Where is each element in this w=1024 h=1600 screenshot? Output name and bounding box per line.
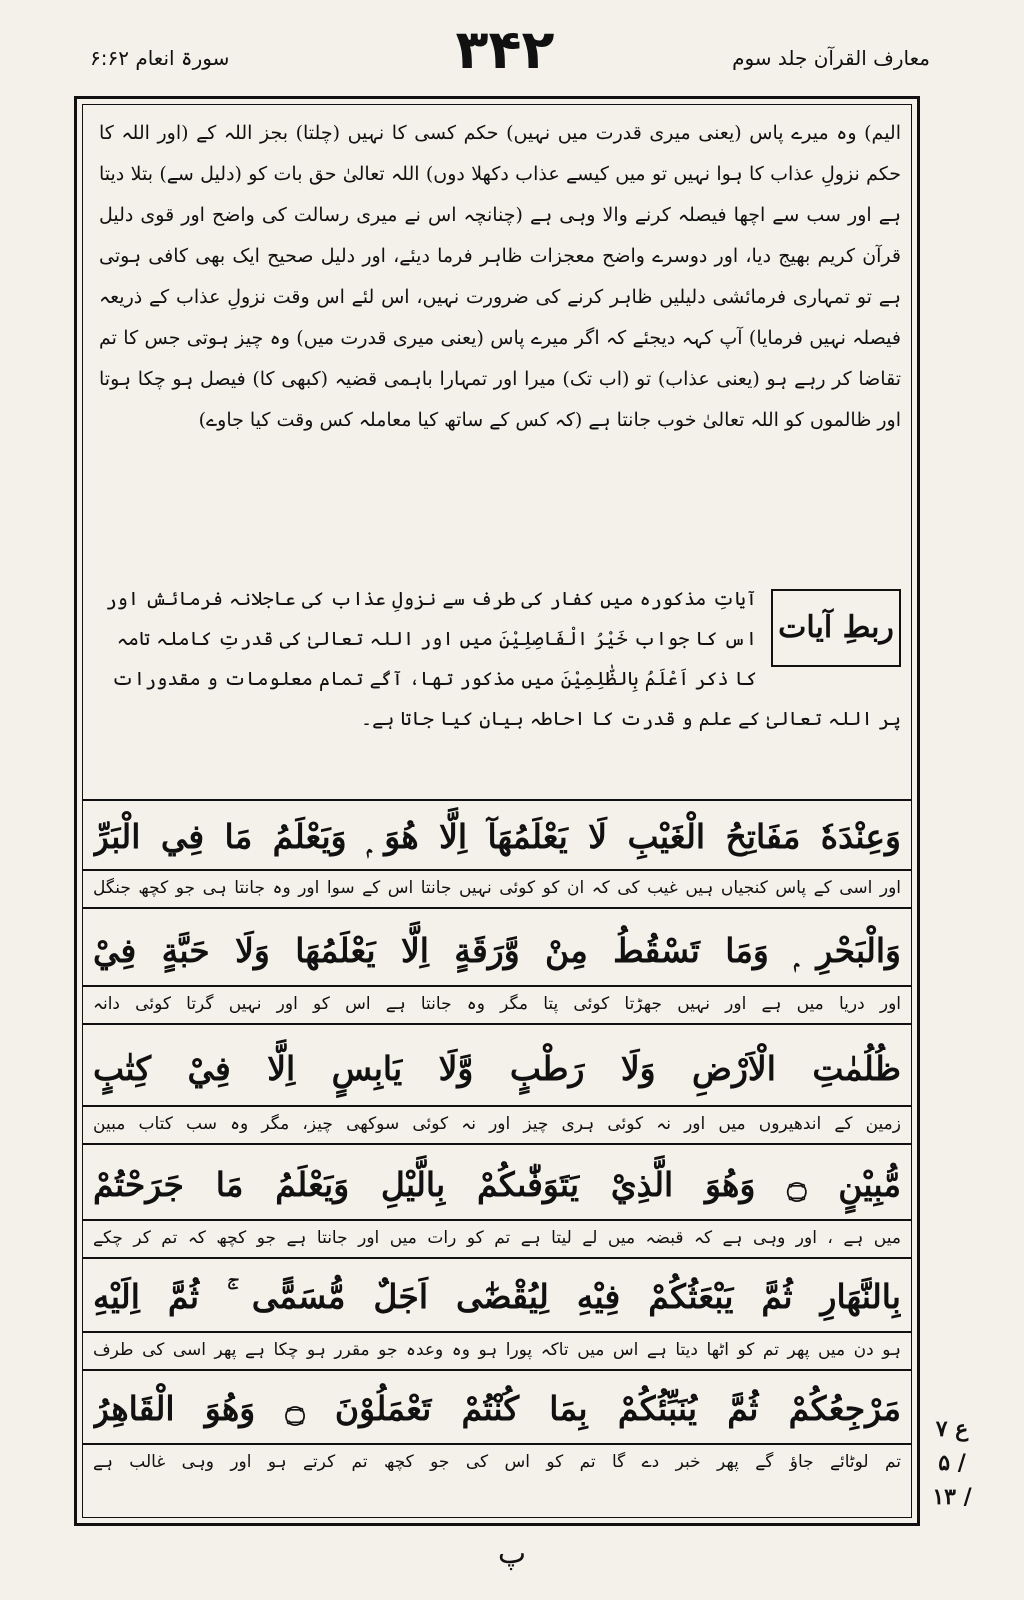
translation-line-1: اور اسی کے پاس کنجیاں ہیں غیب کی کہ ان کو کوئی نہیں جانتا اس کے سوا اور وہ جانتا ہی جو کچھ جنگل (93, 878, 901, 898)
translation-line-5: ہو دن میں پھر تم کو اٹھا دیتا ہے اس میں تاکہ پورا ہو وہ وعدہ جو مقرر ہو چکا ہے پھر اسی کی طرف (93, 1340, 901, 1360)
translation-line-3: زمین کے اندھیروں میں اور نہ کوئی ہری چیز اور نہ کوئی سوکھی چیز، مگر وہ سب کتاب مبین (93, 1114, 901, 1134)
verse-line-1: وَعِنْدَهٗ مَفَاتِحُ الْغَيْبِ لَا يَعْلَمُهَآ اِلَّا هُوَ ۭ وَيَعْلَمُ مَا فِي الْبَرِّ (93, 817, 901, 856)
translation-divider (83, 1257, 911, 1259)
translation-divider (83, 1143, 911, 1145)
translation-line-2: اور دریا میں ہے اور نہیں جھڑتا کوئی پتا مگر وہ جانتا ہے اس کو اور نہیں گرتا کوئی دانہ (93, 994, 901, 1014)
rabt-label-box (771, 589, 901, 667)
commentary-paragraph: الیم) وہ میرے پاس (یعنی میری قدرت میں نہیں) حکم کسی کا نہیں (چلتا) بجز اللہ کے (اور اللہ کا حکم نزولِ عذاب کا ہوا نہیں تو میں کیسے عذاب دکھلا دوں) اللہ تعالیٰ حق بات کو (دلیل سے) بتلا دیتا ہے اور سب سے اچھا فیصلہ کرنے والا وہی ہے (چنانچہ اس نے میری رسالت کی واضح اور قوی دلیل قرآن کریم بھیج دیا، اور دوسرے واضح معجزات ظاہر فرما دیئے، اور دلیل صحیح ایک بھی کافی ہوتی ہے تو تمہاری فرمائشی دلیلیں ظاہر کرنے کی ضرورت نہیں، اس لئے اس وقت نزولِ عذاب کے ذریعہ فیصلہ نہیں فرمایا) آپ کہہ دیجئے کہ اگر میرے پاس (یعنی میری قدرت میں) وہ چیز ہوتی جس کا تم تقاضا کر رہے ہو (یعنی عذاب) تو (اب تک) میرا اور تمہارا باہمی قضیہ (کبھی کا) فیصل ہو چکا ہوتا اور ظالموں کو اللہ تعالیٰ خوب جانتا ہے (کہ کس کے ساتھ کیا معاملہ کس وقت کیا جاوے) (99, 122, 901, 431)
ruku-margin-note: ع ۷ / ۵ / ۱۳ (932, 1416, 972, 1510)
verse-line-4: مُّبِيْنٍ ۝ وَهُوَ الَّذِيْ يَتَوَفّٰىكُمْ بِالَّيْلِ وَيَعْلَمُ مَا جَرَحْتُمْ (93, 1165, 901, 1204)
rabt-section (99, 579, 901, 779)
section-divider (83, 799, 911, 801)
commentary-block (99, 113, 901, 573)
translation-divider (83, 1369, 911, 1371)
translation-line-4: میں ہے ، اور وہی ہے کہ قبضہ میں لے لیتا ہے تم کو رات میں اور جانتا ہے جو کچھ کہ تم کر چکے (93, 1228, 901, 1248)
translation-line-6: تم لوٹائے جاؤ گے پھر خبر دے گا تم کو اس کی جو کچھ تم کرتے ہو اور وہی غالب ہے (93, 1452, 901, 1472)
verse-line-2: وَالْبَحْرِ ۭ وَمَا تَسْقُطُ مِنْ وَّرَقَةٍ اِلَّا يَعْلَمُهَا وَلَا حَبَّةٍ فِيْ (93, 931, 901, 970)
translation-divider (83, 907, 911, 909)
translation-divider (83, 1023, 911, 1025)
verse-line-5: بِالنَّهَارِ ثُمَّ يَبْعَثُكُمْ فِيْهِ لِيُقْضٰٓى اَجَلٌ مُّسَمًّى ۚ ثُمَّ اِلَيْهِ (93, 1277, 901, 1316)
page-frame (74, 96, 920, 1526)
footer-mark: پ (497, 1536, 527, 1571)
surah-reference: سورۃ انعام ۶:۶۲ (90, 46, 230, 70)
rabt-label: ربطِ آیات (778, 610, 894, 645)
page-header (60, 18, 950, 88)
book-title: معارف القرآن جلد سوم (732, 46, 930, 70)
verse-line-3: ظُلُمٰتِ الْاَرْضِ وَلَا رَطْبٍ وَّلَا يَابِسٍ اِلَّا فِيْ كِتٰبٍ (93, 1049, 901, 1088)
verse-line-6: مَرْجِعُكُمْ ثُمَّ يُنَبِّئُكُمْ بِمَا كُنْتُمْ تَعْمَلُوْنَ ۝ وَهُوَ الْقَاهِرُ (93, 1389, 901, 1428)
rabt-text: آیاتِ مذکورہ میں کفار کی طرف سے نزولِ عذاب کی عاجلانہ فرمائش اور اس کا جواب خَيْرُ الْفَاصِلِيْنَ میں اور اللہ تعالیٰ کی قدرتِ کاملہ تامہ کا ذکر اَعْلَمُ بِالظّٰلِمِيْنَ میں مذکور تھا، آگے تمام معلومات و مقدورات پر اللہ تعالیٰ کے علم و قدرت کا احاطہ بیان کیا جاتا ہے۔ (105, 588, 901, 730)
page-number: ۳۴۲ (455, 18, 555, 81)
